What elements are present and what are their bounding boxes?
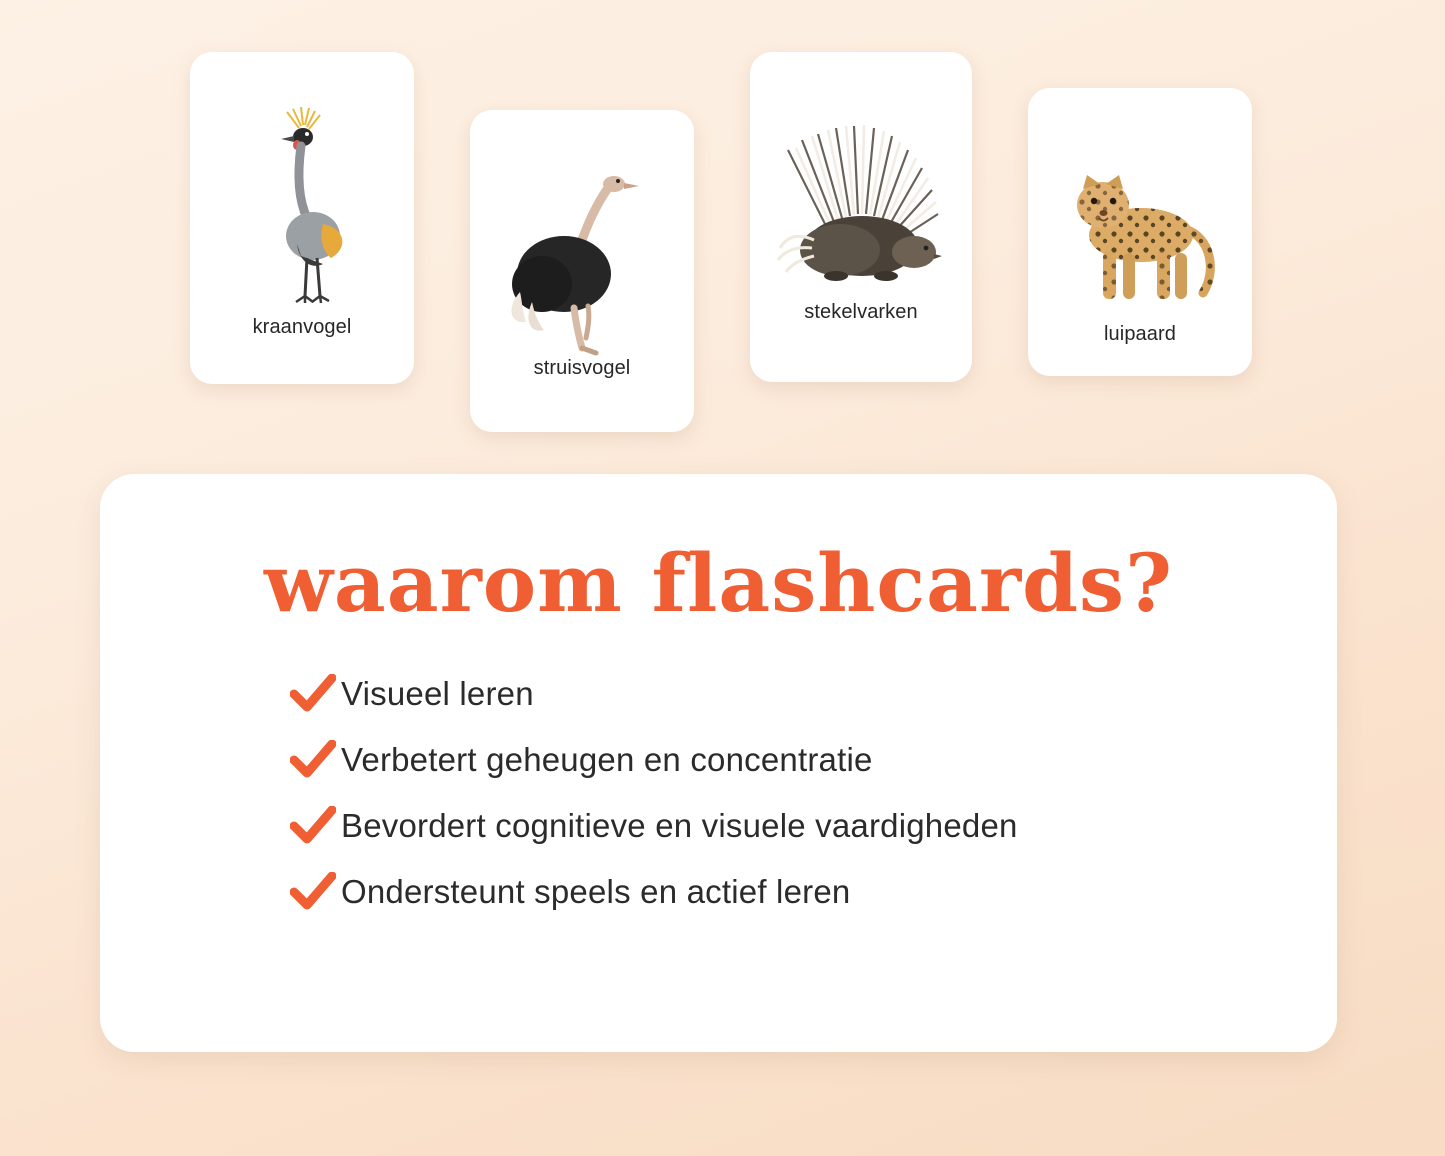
check-icon (285, 806, 341, 846)
benefit-label: Ondersteunt speels en actief leren (341, 873, 851, 910)
flashcard-label: struisvogel (533, 357, 631, 379)
page-title: waarom flashcards? (264, 536, 1173, 630)
ostrich-photo (470, 110, 694, 357)
flashcard-kraanvogel[interactable] (190, 52, 414, 384)
porcupine-photo (750, 52, 972, 301)
flashcard-label: stekelvarken (804, 301, 918, 323)
flashcards-row (0, 0, 1445, 450)
benefits-list (100, 630, 1337, 912)
list-item (285, 674, 1337, 714)
flashcard-stekelvarken[interactable] (750, 52, 972, 382)
crowned-crane-photo (190, 52, 414, 316)
benefit-label: Visueel leren (341, 675, 534, 712)
check-icon (285, 740, 341, 780)
benefit-label: Bevordert cognitieve en visuele vaardigheden (341, 807, 1018, 844)
flashcard-luipaard[interactable] (1028, 88, 1252, 376)
why-flashcards-panel (100, 474, 1337, 1052)
list-item (285, 872, 1337, 912)
flashcard-label: kraanvogel (252, 316, 352, 338)
list-item (285, 740, 1337, 780)
flashcard-struisvogel[interactable] (470, 110, 694, 432)
check-icon (285, 674, 341, 714)
leopard-photo (1028, 88, 1252, 323)
check-icon (285, 872, 341, 912)
benefit-label: Verbetert geheugen en concentratie (341, 741, 873, 778)
flashcard-label: luipaard (1104, 323, 1176, 345)
list-item (285, 806, 1337, 846)
